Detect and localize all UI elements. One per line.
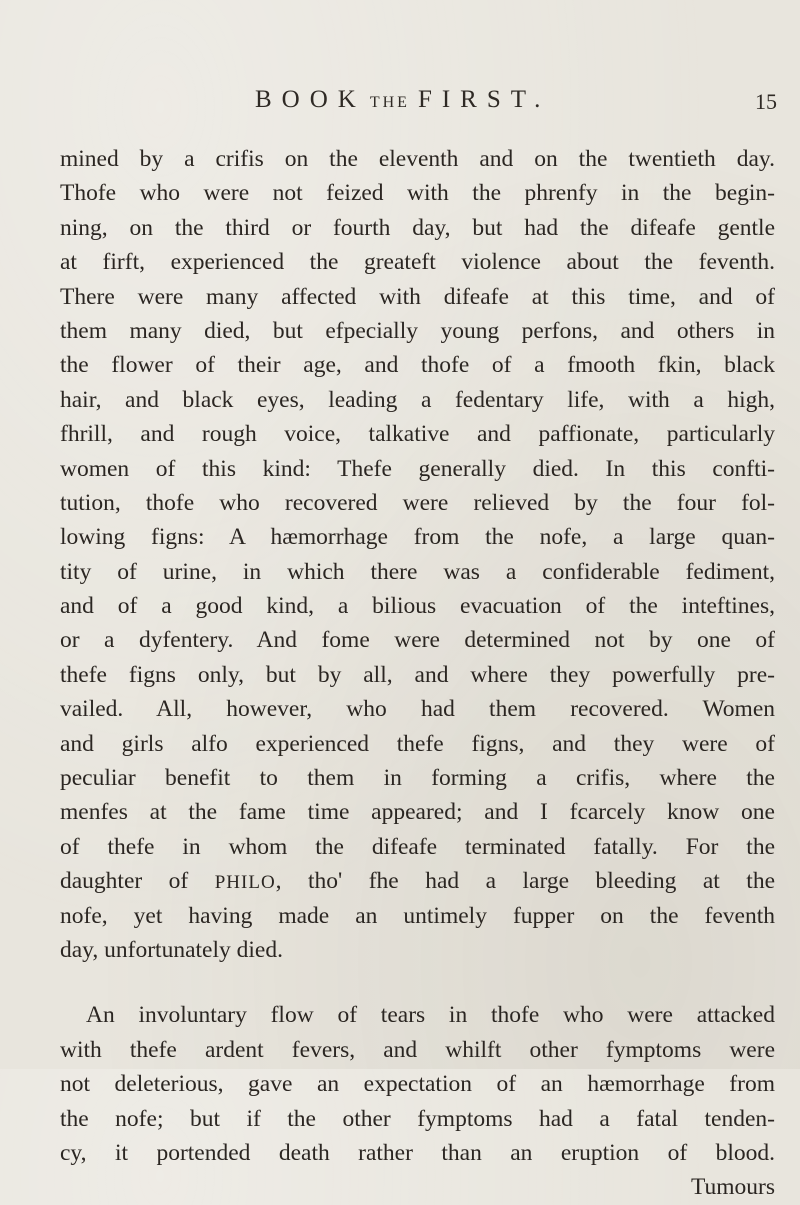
text-line: tity of urine, in which there was a confiderable fediment, xyxy=(60,558,775,585)
running-title-first: FIRST. xyxy=(417,86,551,113)
running-title-book: BOOK xyxy=(255,86,366,113)
text-line: hair, and black eyes, leading a fedentary life, with a high, xyxy=(60,386,775,413)
text-line: at firft, experienced the greateft violence about the feventh. xyxy=(60,249,775,276)
text-line: mined by a crifis on the eleventh and on the twentieth day. xyxy=(60,146,775,172)
running-title-the: THE xyxy=(369,94,410,111)
catchword: Tumours xyxy=(690,1174,775,1201)
text-line-philo xyxy=(60,864,775,898)
text-line: cy, it portended death rather than an eruption of blood. xyxy=(60,1139,775,1166)
text-line: not deleterious, gave an expectation of an hæmorrhage from xyxy=(60,1071,775,1098)
text-line: women of this kind: Thefe generally died. In this confti- xyxy=(60,455,775,482)
running-head xyxy=(0,86,800,126)
running-title xyxy=(255,86,550,114)
text-line: and of a good kind, a bilious evacuation of the inteftines, xyxy=(60,593,775,620)
text-line: Thofe who were not feized with the phrenfy in the begin- xyxy=(60,180,775,207)
text-line: vailed. All, however, who had them recovered. Women xyxy=(60,696,775,723)
text-line: them many died, but efpecially young perfons, and others in xyxy=(60,317,775,344)
philo-name: PHILO xyxy=(214,872,276,894)
text-line: fhrill, and rough voice, talkative and paffionate, particularly xyxy=(60,421,775,448)
text-line: ning, on the third or fourth day, but had the difeafe gentle xyxy=(60,214,775,241)
philo-line-before: daughter of xyxy=(60,868,215,895)
body-text xyxy=(60,142,775,1205)
text-line: thefe figns only, but by all, and where they powerfully pre- xyxy=(60,661,775,688)
text-line: or a dyfentery. And fome were determined not by one of xyxy=(60,627,775,654)
text-line: tution, thofe who recovered were relieved by the four fol- xyxy=(60,489,775,516)
text-line: of thefe in whom the difeafe terminated fatally. For the xyxy=(60,833,775,860)
text-line: An involuntary flow of tears in thofe who were attacked xyxy=(86,1002,775,1029)
text-line: peculiar benefit to them in forming a crifis, where the xyxy=(60,765,775,792)
text-line: nofe, yet having made an untimely fupper on the feventh xyxy=(60,902,775,929)
text-line: lowing figns: A hæmorrhage from the nofe, a large quan- xyxy=(60,524,775,551)
text-line: There were many affected with difeafe at this time, and of xyxy=(60,283,775,310)
text-line: the nofe; but if the other fymptoms had a fatal tenden- xyxy=(60,1105,775,1132)
text-line: day, unfortunately died. xyxy=(60,936,283,963)
text-line: the flower of their age, and thofe of a fmooth fkin, black xyxy=(60,352,775,379)
page-number: 15 xyxy=(755,89,777,114)
text-line: and girls alfo experienced thefe figns, and they were of xyxy=(60,730,775,757)
paragraph-gap xyxy=(60,967,775,998)
philo-line-after: , tho' fhe had a large bleeding at the xyxy=(275,868,775,895)
text-line: menfes at the fame time appeared; and I fcarcely know one xyxy=(60,799,775,826)
text-line: with thefe ardent fevers, and whilft other fymptoms were xyxy=(60,1036,775,1063)
